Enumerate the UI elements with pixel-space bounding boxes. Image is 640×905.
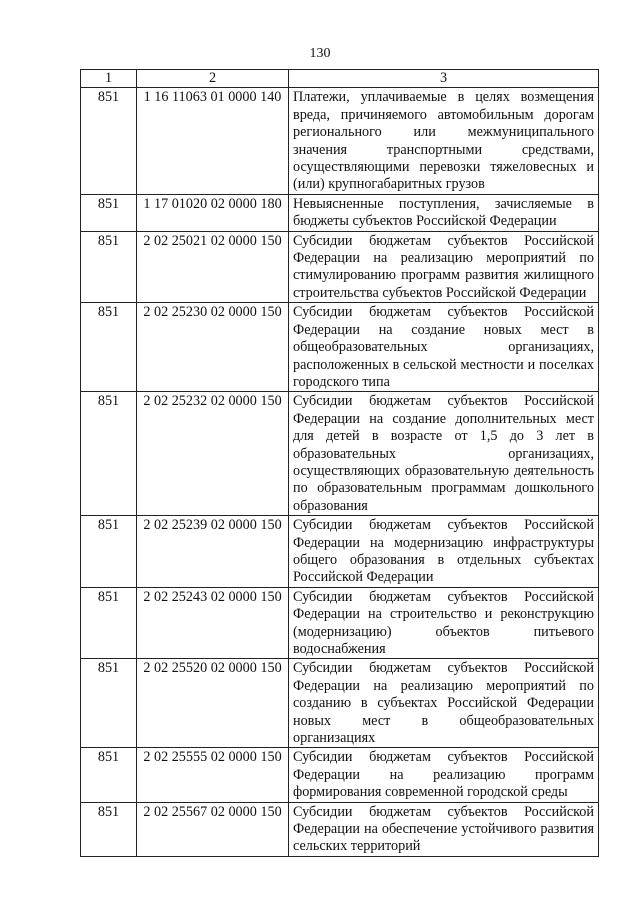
revenue-code-cell: 2 02 25567 02 0000 150 <box>137 802 289 856</box>
revenue-name-cell: Субсидии бюджетам субъектов Российской Федерации на реализацию программ формирования современной городской среды <box>289 748 599 802</box>
revenue-name-cell: Субсидии бюджетам субъектов Российской Федерации на строительство и реконструкцию (модернизацию) объектов питьевого водоснабжения <box>289 587 599 659</box>
revenue-name-cell: Субсидии бюджетам субъектов Российской Федерации на реализацию мероприятий по созданию в субъектах Российской Федерации новых мест в общеобразовательных организациях <box>289 659 599 748</box>
table-row <box>81 231 599 303</box>
table-row <box>81 748 599 802</box>
column-header-2: 2 <box>137 70 289 88</box>
revenue-code-cell: 2 02 25230 02 0000 150 <box>137 303 289 392</box>
revenue-name-cell: Субсидии бюджетам субъектов Российской Федерации на реализацию мероприятий по стимулированию программ развития жилищного строительства субъектов Российской Федерации <box>289 231 599 303</box>
revenue-name-cell: Субсидии бюджетам субъектов Российской Федерации на модернизацию инфраструктуры общего образования в отдельных субъектах Российской Федерации <box>289 516 599 588</box>
admin-code-cell: 851 <box>81 392 137 516</box>
revenue-name-cell: Субсидии бюджетам субъектов Российской Федерации на создание новых мест в общеобразовательных организациях, расположенных в сельской местности и поселках городского типа <box>289 303 599 392</box>
table-row <box>81 802 599 856</box>
admin-code-cell: 851 <box>81 802 137 856</box>
table-row <box>81 516 599 588</box>
revenue-name-cell: Субсидии бюджетам субъектов Российской Федерации на обеспечение устойчивого развития сельских территорий <box>289 802 599 856</box>
page-number: 130 <box>309 46 331 61</box>
table-row <box>81 88 599 194</box>
revenue-code-cell: 2 02 25243 02 0000 150 <box>137 587 289 659</box>
revenue-name-cell: Невыясненные поступления, зачисляемые в бюджеты субъектов Российской Федерации <box>289 194 599 231</box>
table-row <box>81 587 599 659</box>
revenue-code-cell: 1 17 01020 02 0000 180 <box>137 194 289 231</box>
column-header-1: 1 <box>81 70 137 88</box>
table-row <box>81 303 599 392</box>
revenue-code-cell: 2 02 25021 02 0000 150 <box>137 231 289 303</box>
revenue-code-cell: 2 02 25239 02 0000 150 <box>137 516 289 588</box>
revenue-name-cell: Субсидии бюджетам субъектов Российской Федерации на создание дополнительных мест для детей в возрасте от 1,5 до 3 лет в образовательных организациях, осуществляющих образовательную деятельность по образовательным программам дошкольного образования <box>289 392 599 516</box>
revenue-code-cell: 1 16 11063 01 0000 140 <box>137 88 289 194</box>
table-row <box>81 659 599 748</box>
admin-code-cell: 851 <box>81 748 137 802</box>
revenue-code-cell: 2 02 25520 02 0000 150 <box>137 659 289 748</box>
budget-codes-table <box>80 69 599 857</box>
column-header-3: 3 <box>289 70 599 88</box>
admin-code-cell: 851 <box>81 231 137 303</box>
admin-code-cell: 851 <box>81 587 137 659</box>
admin-code-cell: 851 <box>81 516 137 588</box>
admin-code-cell: 851 <box>81 659 137 748</box>
revenue-code-cell: 2 02 25555 02 0000 150 <box>137 748 289 802</box>
table-row <box>81 392 599 516</box>
admin-code-cell: 851 <box>81 88 137 194</box>
revenue-code-cell: 2 02 25232 02 0000 150 <box>137 392 289 516</box>
revenue-name-cell: Платежи, уплачиваемые в целях возмещения вреда, причиняемого автомобильным дорогам регионального или межмуниципального значения транспортными средствами, осуществляющими перевозки тяжеловесных и (или) крупногабаритных грузов <box>289 88 599 194</box>
table-header-row <box>81 70 599 88</box>
admin-code-cell: 851 <box>81 303 137 392</box>
admin-code-cell: 851 <box>81 194 137 231</box>
table-row <box>81 194 599 231</box>
